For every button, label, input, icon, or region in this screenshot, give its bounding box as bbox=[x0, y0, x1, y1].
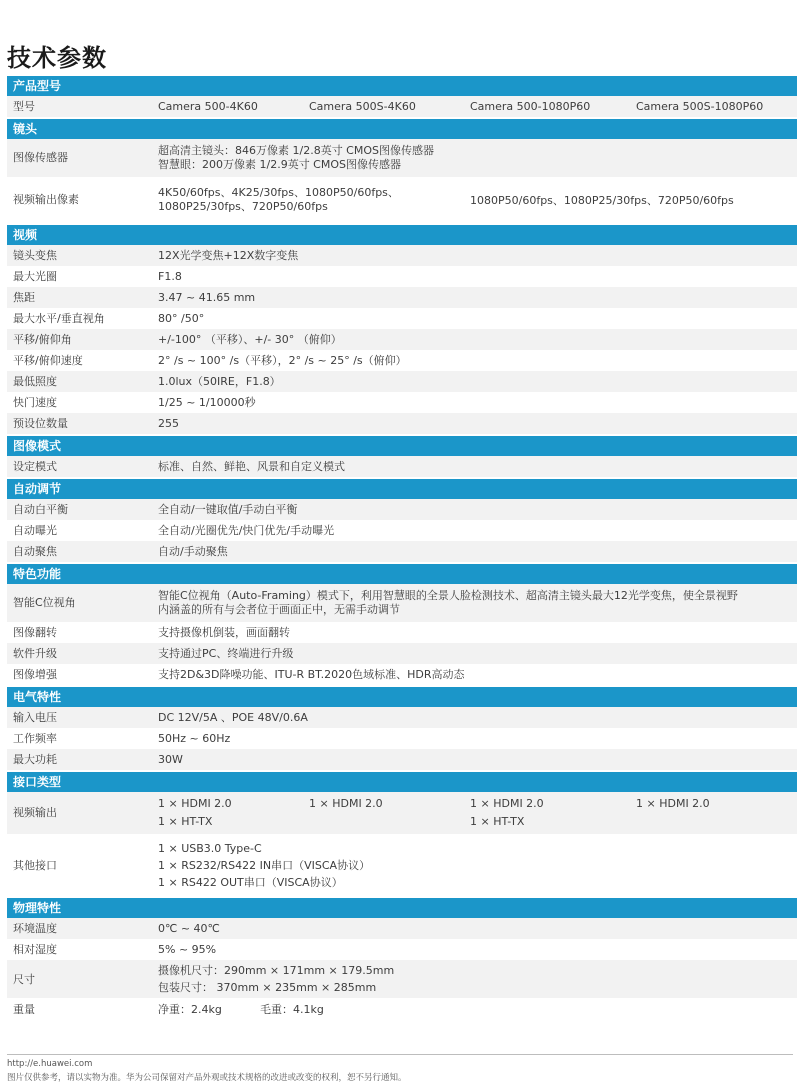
spec-value: 内涵盖的所有与会者位于画面正中，无需手动调节 bbox=[158, 603, 400, 616]
section-header-video: 视频 bbox=[7, 225, 797, 245]
footer-disclaimer: 图片仅供参考，请以实物为准。华为公司保留对产品外观或技术规格的改进或改变的权利，恕不另行通知。 bbox=[7, 1073, 407, 1083]
spec-label: 最大功耗 bbox=[13, 752, 57, 766]
spec-label: 镜头变焦 bbox=[13, 248, 57, 262]
spec-row-video-out bbox=[7, 792, 797, 834]
footer-link[interactable]: http://e.huawei.com bbox=[7, 1059, 93, 1069]
model-name: Camera 500S-4K60 bbox=[309, 99, 416, 113]
section-header-electrical: 电气特性 bbox=[7, 687, 797, 707]
spec-row bbox=[7, 456, 797, 477]
spec-row bbox=[7, 622, 797, 643]
spec-value: F1.8 bbox=[158, 269, 182, 283]
spec-row bbox=[7, 245, 797, 266]
spec-label: 焦距 bbox=[13, 290, 35, 304]
spec-row-other-interfaces bbox=[7, 834, 797, 896]
spec-label: 预设位数量 bbox=[13, 416, 68, 430]
spec-label: 自动聚焦 bbox=[13, 544, 57, 558]
spec-value: 1 × HDMI 2.0 bbox=[470, 797, 544, 810]
spec-row bbox=[7, 266, 797, 287]
section-header-lens: 镜头 bbox=[7, 119, 797, 139]
model-name: Camera 500-4K60 bbox=[158, 99, 258, 113]
spec-label: 平移/俯仰速度 bbox=[13, 353, 83, 367]
spec-value: 自动/手动聚焦 bbox=[158, 544, 228, 558]
spec-label: 其他接口 bbox=[13, 858, 57, 872]
spec-value: 1 × HT-TX bbox=[158, 815, 213, 828]
model-name: Camera 500S-1080P60 bbox=[636, 99, 764, 113]
spec-value: 3.47 ~ 41.65 mm bbox=[158, 290, 256, 304]
spec-label: 视频输出像素 bbox=[13, 193, 79, 206]
section-header-physical: 物理特性 bbox=[7, 898, 797, 918]
spec-label: 设定模式 bbox=[13, 459, 57, 473]
spec-value: 1 × HDMI 2.0 bbox=[158, 797, 232, 810]
spec-label: 最大水平/垂直视角 bbox=[13, 311, 105, 325]
spec-table bbox=[7, 76, 797, 1022]
spec-value: 12X光学变焦+12X数字变焦 bbox=[158, 248, 299, 262]
spec-row bbox=[7, 664, 797, 685]
spec-label: 自动曝光 bbox=[13, 523, 57, 537]
spec-value: 1 × HDMI 2.0 bbox=[309, 797, 383, 810]
spec-row-size bbox=[7, 960, 797, 998]
spec-value: 4K50/60fps、4K25/30fps、1080P50/60fps、 bbox=[158, 186, 399, 199]
spec-label: 图像增强 bbox=[13, 667, 57, 681]
spec-label: 自动白平衡 bbox=[13, 502, 68, 516]
spec-value: +/-100° （平移）、+/- 30° （俯仰） bbox=[158, 332, 342, 346]
footer bbox=[7, 1054, 793, 1085]
spec-value: 1 × HDMI 2.0 bbox=[636, 797, 710, 810]
spec-label: 平移/俯仰角 bbox=[13, 332, 72, 346]
spec-row-sensor bbox=[7, 139, 797, 177]
spec-value: 1 × USB3.0 Type-C bbox=[158, 841, 262, 855]
spec-label: 图像翻转 bbox=[13, 625, 57, 639]
spec-label: 快门速度 bbox=[13, 395, 57, 409]
spec-label: 最低照度 bbox=[13, 374, 57, 388]
spec-value: 30W bbox=[158, 752, 183, 766]
spec-value: 1.0lux（50IRE，F1.8） bbox=[158, 374, 281, 388]
spec-value: 1 × HT-TX bbox=[470, 815, 525, 828]
section-header-product: 产品型号 bbox=[7, 76, 797, 96]
spec-value: 255 bbox=[158, 416, 179, 430]
spec-row bbox=[7, 749, 797, 770]
spec-row bbox=[7, 350, 797, 371]
spec-value: 智能C位视角（Auto-Framing）模式下，利用智慧眼的全景人脸检测技术、超高清主镜头最大12光学变焦，使全景视野 bbox=[158, 589, 738, 602]
spec-row bbox=[7, 499, 797, 520]
page-title: 技术参数 bbox=[7, 44, 107, 72]
spec-row bbox=[7, 707, 797, 728]
spec-row bbox=[7, 413, 797, 434]
spec-value: 1080P50/60fps、1080P25/30fps、720P50/60fps bbox=[470, 194, 734, 207]
spec-row bbox=[7, 287, 797, 308]
section-header-image-mode: 图像模式 bbox=[7, 436, 797, 456]
spec-value: 支持2D&3D降噪功能、ITU-R BT.2020色域标准、HDR高动态 bbox=[158, 667, 465, 681]
spec-row bbox=[7, 520, 797, 541]
spec-label: 最大光圈 bbox=[13, 269, 57, 283]
spec-value: 1 × RS422 OUT串口（VISCA协议） bbox=[158, 875, 343, 889]
spec-row bbox=[7, 308, 797, 329]
spec-value: 摄像机尺寸：290mm × 171mm × 179.5mm bbox=[158, 964, 395, 977]
spec-label: 工作频率 bbox=[13, 731, 57, 745]
spec-value: 2° /s ~ 100° /s（平移），2° /s ~ 25° /s（俯仰） bbox=[158, 353, 407, 367]
spec-label: 图像传感器 bbox=[13, 151, 68, 164]
spec-label: 相对湿度 bbox=[13, 942, 57, 956]
spec-label: 尺寸 bbox=[13, 972, 35, 986]
spec-value: 包装尺寸： 370mm × 235mm × 285mm bbox=[158, 981, 377, 994]
spec-value: 5% ~ 95% bbox=[158, 942, 217, 956]
spec-value: 支持摄像机倒装，画面翻转 bbox=[158, 625, 290, 639]
spec-row bbox=[7, 541, 797, 562]
spec-value: DC 12V/5A 、POE 48V/0.6A bbox=[158, 710, 308, 724]
spec-row-video-output bbox=[7, 177, 797, 223]
spec-row bbox=[7, 371, 797, 392]
spec-value: 50Hz ~ 60Hz bbox=[158, 731, 231, 745]
spec-row bbox=[7, 329, 797, 350]
spec-row bbox=[7, 392, 797, 413]
spec-row-weight bbox=[7, 998, 797, 1022]
spec-value: 0℃ ~ 40℃ bbox=[158, 921, 220, 935]
spec-value: 智慧眼：200万像素 1/2.9英寸 CMOS图像传感器 bbox=[158, 158, 401, 171]
spec-value: 净重：2.4kg bbox=[158, 1003, 222, 1016]
spec-value: 全自动/一键取值/手动白平衡 bbox=[158, 502, 298, 516]
spec-label: 输入电压 bbox=[13, 710, 57, 724]
spec-value: 支持通过PC、终端进行升级 bbox=[158, 646, 294, 660]
section-header-auto-adjust: 自动调节 bbox=[7, 479, 797, 499]
spec-label: 环境温度 bbox=[13, 921, 57, 935]
spec-value: 80° /50° bbox=[158, 311, 205, 325]
spec-label: 型号 bbox=[13, 99, 35, 113]
spec-value: 毛重：4.1kg bbox=[260, 1003, 324, 1016]
spec-value: 1/25 ~ 1/10000秒 bbox=[158, 395, 256, 409]
spec-value: 标准、自然、鲜艳、风景和自定义模式 bbox=[158, 459, 345, 473]
spec-value: 1080P25/30fps、720P50/60fps bbox=[158, 200, 328, 213]
spec-value: 超高清主镜头：846万像素 1/2.8英寸 CMOS图像传感器 bbox=[158, 144, 434, 157]
spec-row bbox=[7, 939, 797, 960]
spec-label: 智能C位视角 bbox=[13, 596, 76, 609]
spec-row-framing bbox=[7, 584, 797, 622]
spec-label: 视频输出 bbox=[13, 806, 57, 819]
spec-row bbox=[7, 643, 797, 664]
spec-value: 1 × RS232/RS422 IN串口（VISCA协议） bbox=[158, 858, 371, 872]
spec-row-model bbox=[7, 96, 797, 117]
spec-value: 全自动/光圈优先/快门优先/手动曝光 bbox=[158, 523, 335, 537]
spec-row bbox=[7, 728, 797, 749]
model-name: Camera 500-1080P60 bbox=[470, 99, 591, 113]
section-header-features: 特色功能 bbox=[7, 564, 797, 584]
section-header-interfaces: 接口类型 bbox=[7, 772, 797, 792]
spec-label: 重量 bbox=[13, 1003, 35, 1016]
spec-label: 软件升级 bbox=[13, 646, 57, 660]
spec-row bbox=[7, 918, 797, 939]
